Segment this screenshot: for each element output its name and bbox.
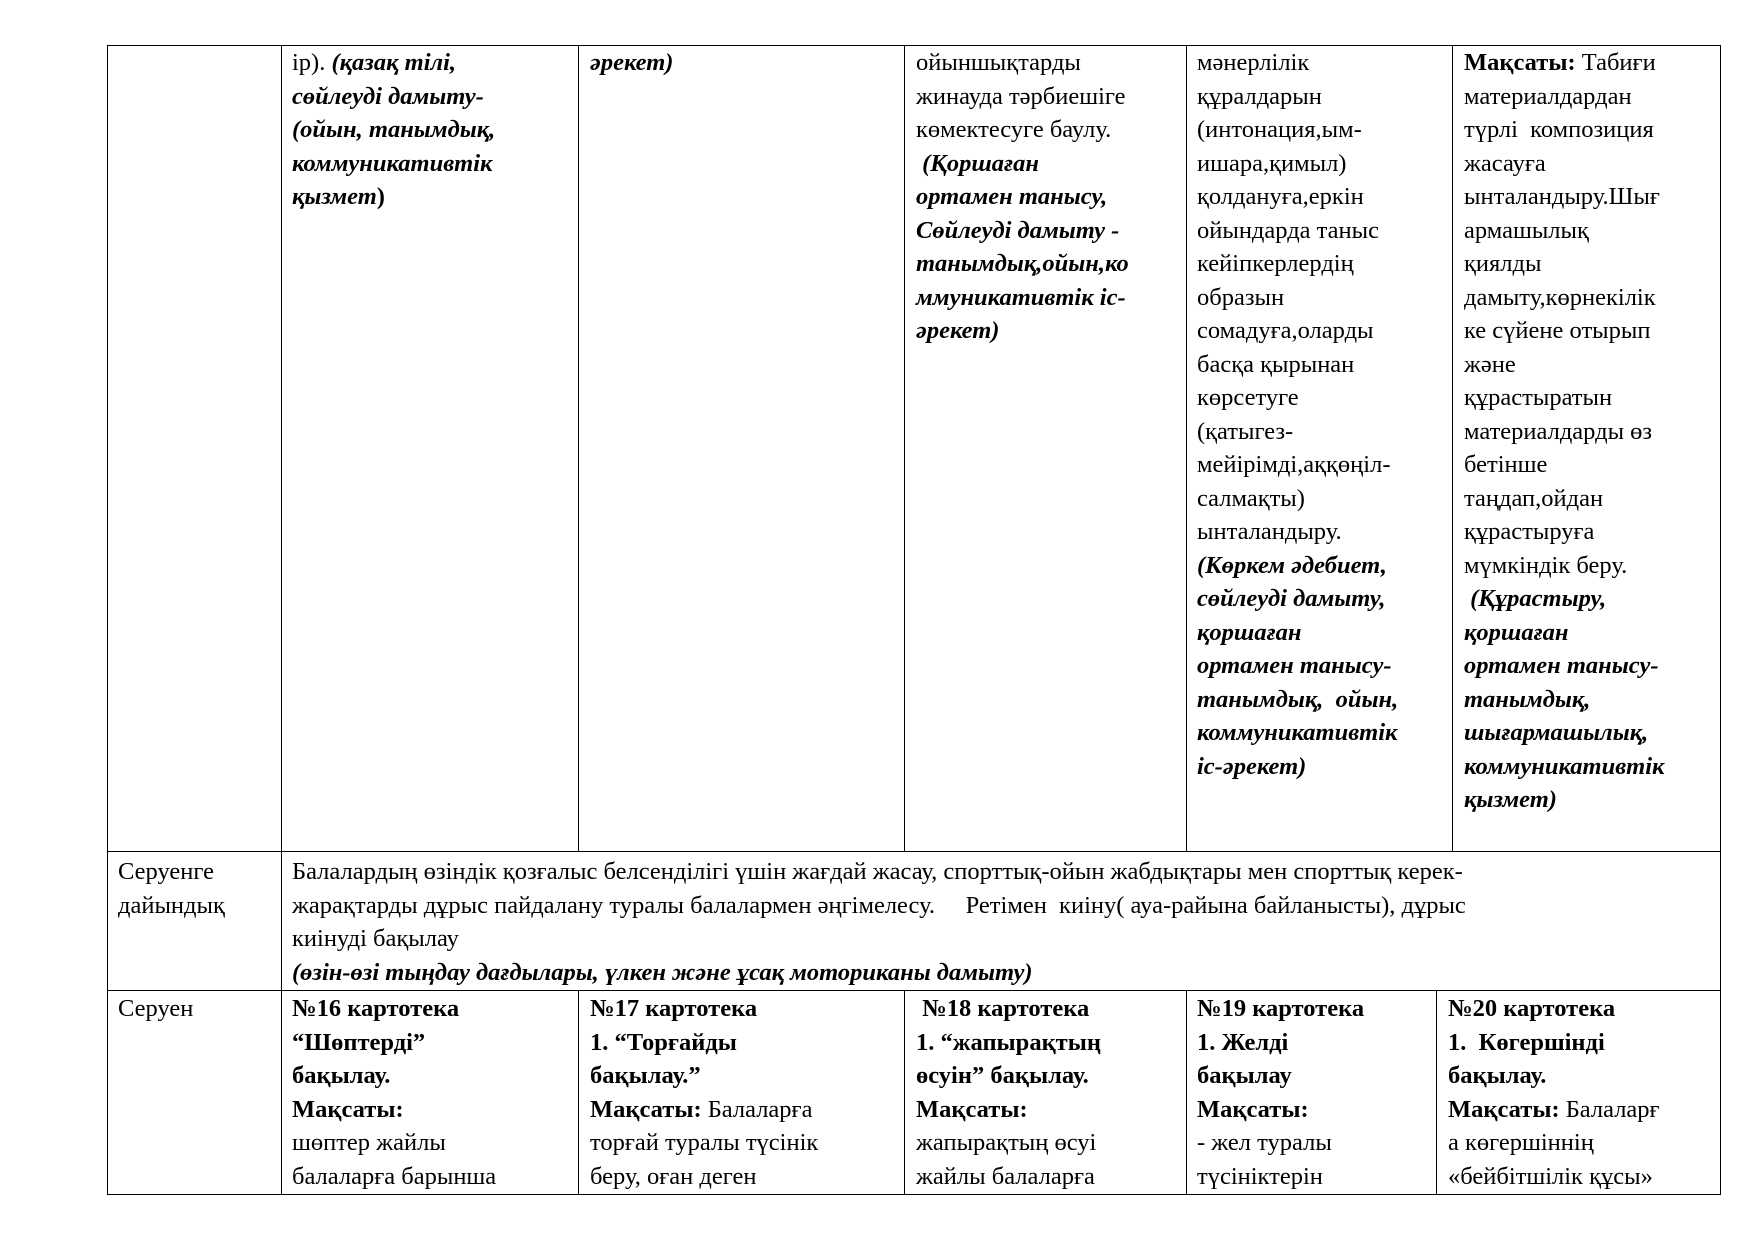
text-run: ойыншықтарды [916,49,1081,76]
text-line [1464,482,1664,516]
col-divider-5-row3 [1436,990,1437,1195]
text-line [1197,716,1398,750]
col-divider-4-row1 [1186,45,1187,851]
text-line [1464,180,1664,214]
text-run: көрсетуге [1197,384,1299,411]
text-line [1464,381,1664,415]
row3-col2-cell [292,992,496,1193]
text-run: жапырақтың өсуі [916,1129,1097,1156]
table-border-bottom [107,1194,1721,1195]
text-run: ке сүйене отырып [1464,317,1651,344]
text-run: армашылық [1464,216,1589,244]
text-run: ортамен танысу- [1197,652,1392,679]
text-run: Мақсаты: [292,1095,404,1123]
text-run: мүмкіндік беру. [1464,551,1628,579]
text-line [1464,616,1664,650]
text-run: 1. Желді [1197,1028,1289,1056]
text-run: басқа қырынан [1197,350,1355,378]
text-run: ынталандыру.Шығ [1464,183,1660,210]
text-run: №19 картотека [1197,995,1365,1022]
row3-col6-cell [1448,992,1660,1193]
text-run: әрекет) [916,317,1000,344]
text-line [292,922,1466,956]
text-line [916,992,1101,1026]
text-line [916,80,1129,114]
text-run: №18 картотека [916,995,1090,1022]
text-run: №20 картотека [1448,995,1616,1022]
text-run: танымдық,ойын,ко [916,250,1129,277]
text-run: ортамен танысу, [916,183,1108,210]
text-run: бақылау [1197,1062,1292,1089]
text-line [1197,515,1398,549]
text-run: мейірімді,аққөңіл- [1197,451,1391,478]
text-run: Мақсаты: [590,1095,708,1123]
text-line [1464,582,1664,616]
text-line [916,1126,1101,1160]
text-line [1464,415,1664,449]
text-run: Балалардың өзіндік қозғалыс белсенділігі үшін жағдай жасау, спорттық-ойын жабдықтары мен спорттық керек- [292,858,1463,885]
text-line [1197,1093,1364,1127]
row-divider-1 [107,851,1721,852]
row3-label-cell [118,992,193,1026]
text-run: (қазақ тілі, [331,49,457,76]
text-run: №17 картотека [590,995,758,1022]
text-line [1197,649,1398,683]
text-line [1448,1093,1660,1127]
text-line [1464,783,1664,817]
text-line [1197,482,1398,516]
text-line [1464,80,1664,114]
text-run: құралдарын [1197,82,1322,110]
col-divider-2-row1 [578,45,579,851]
text-line [1197,582,1398,616]
text-run: Табиғи [1581,49,1656,76]
row2-label-cell [118,855,225,922]
text-run: қиялды [1464,250,1542,277]
text-line [292,1026,496,1060]
text-line [1464,314,1664,348]
col-divider-3-row1 [904,45,905,851]
table-border-left [107,45,108,1195]
text-run: ишара,қимыл) [1197,149,1347,177]
text-line [1197,1126,1364,1160]
text-run: балаларға барынша [292,1162,497,1190]
text-line [292,992,496,1026]
text-run: сөйлеуді дамыту- [292,82,484,110]
text-line [292,1093,496,1127]
text-run: коммуникативтік [1197,719,1398,746]
text-run: (өзін-өзі тыңдау дағдылары, үлкен және ұсақ моториканы дамыту) [292,958,1033,986]
text-line [590,1026,818,1060]
text-line [1197,448,1398,482]
text-line [1464,247,1664,281]
text-line [590,46,673,80]
text-run: материалдарды өз [1464,417,1653,445]
text-run: (ойын, танымдық, [292,116,496,143]
text-line [1448,992,1660,1026]
text-line [118,855,225,889]
row3-col5-cell [1197,992,1364,1193]
text-line [1464,113,1664,147]
text-run: шығармашылық, [1464,719,1649,746]
text-line [292,80,495,114]
row1-col5-cell [1197,46,1398,783]
text-line [292,1059,496,1093]
text-run: іс-әрекет) [1197,752,1307,780]
text-run: ммуникативтік іс- [916,283,1126,311]
text-line [590,992,818,1026]
text-line [1448,1059,1660,1093]
text-line [916,46,1129,80]
col-divider-2-row3 [578,990,579,1195]
text-run: ортамен танысу- [1464,652,1659,679]
text-line [590,1059,818,1093]
text-run: Мақсаты: [1464,49,1582,76]
text-line [1197,314,1398,348]
text-run: бақылау.” [590,1062,701,1089]
text-line [1464,214,1664,248]
text-run: құрастыратын [1464,384,1613,411]
text-run: дамыту,көрнекілік [1464,283,1656,311]
text-run: (интонация,ым- [1197,116,1362,143]
text-run: шөптер жайлы [292,1129,446,1156]
text-line [292,889,1466,923]
text-line [1197,750,1398,784]
text-line [1197,683,1398,717]
text-line [916,281,1129,315]
text-run: дайындық [118,891,225,919]
text-run: коммуникативтік [292,149,493,177]
text-line [1448,1126,1660,1160]
text-run: өсуін” бақылау. [916,1062,1089,1089]
text-line [1197,281,1398,315]
text-line [1464,281,1664,315]
text-run: - жел туралы [1197,1129,1332,1156]
text-line [916,1093,1101,1127]
row-divider-2 [107,990,1721,991]
row3-col4-cell [916,992,1101,1193]
col-divider-5-row1 [1452,45,1453,851]
text-line [1464,649,1664,683]
text-run: (Көркем әдебиет, [1197,551,1387,579]
text-line [292,46,495,80]
text-run: 1. “жапырақтың [916,1028,1101,1056]
text-run: Мақсаты: [1448,1095,1566,1123]
text-line [292,956,1466,990]
text-run: мәнерлілік [1197,49,1310,76]
text-run: (Құрастыру, [1464,585,1607,612]
row1-col3-cell [590,46,673,80]
text-line [1197,113,1398,147]
text-run: 1. “Торғайды [590,1028,737,1056]
text-run: материалдардан [1464,82,1632,110]
text-line [1448,1026,1660,1060]
row1-col2-cell [292,46,495,214]
text-run: образын [1197,283,1285,311]
row1-col4-cell [916,46,1129,348]
text-line [1197,180,1398,214]
text-run: ынталандыру. [1197,518,1342,545]
text-line [292,855,1466,889]
text-run: жайлы балаларға [916,1162,1095,1190]
text-line [590,1093,818,1127]
text-line [916,147,1129,181]
text-run: а көгершіннің [1448,1129,1594,1156]
text-line [1464,448,1664,482]
text-line [118,889,225,923]
text-run: №16 картотека [292,995,460,1022]
text-line [1197,381,1398,415]
text-run: және [1464,350,1516,378]
text-line [916,214,1129,248]
text-run: киінуді бақылау [292,925,459,952]
text-run: (қатыгез- [1197,417,1294,445]
text-line [1464,515,1664,549]
text-line [292,113,495,147]
table-border-right [1720,45,1721,1195]
text-line [1197,616,1398,650]
text-run: құрастыруға [1464,518,1595,545]
text-line [1464,46,1664,80]
text-line [916,1026,1101,1060]
text-run: жинауда тәрбиешіге [916,82,1126,110]
text-run: әрекет) [590,49,674,76]
text-line [590,1126,818,1160]
text-run: салмақты) [1197,484,1305,512]
text-run: көмектесуге баулу. [916,116,1112,143]
text-run: қоршаған [1197,618,1302,646]
text-run: Серуенге [118,858,214,885]
text-line [292,147,495,181]
text-line [590,1160,818,1194]
text-run: қызмет [292,183,377,210]
row3-col3-cell [590,992,818,1193]
text-line [1197,415,1398,449]
col-divider-3-row3 [904,990,905,1195]
text-line [1197,1160,1364,1194]
text-run: торғай туралы түсінік [590,1129,819,1156]
text-run: Серуен [118,995,194,1022]
row1-col6-cell [1464,46,1664,817]
text-line [292,1160,496,1194]
text-run: Мақсаты: [1197,1095,1309,1123]
text-run: ір). [292,49,332,76]
text-run: коммуникативтік [1464,752,1665,780]
text-line [1464,683,1664,717]
text-run: Сөйлеуді дамыту - [916,216,1120,244]
text-line [1464,348,1664,382]
text-run: бақылау. [1448,1062,1547,1089]
text-run: кейіпкерлердің [1197,250,1354,277]
text-run: Мақсаты: [916,1095,1028,1123]
text-run: жасауға [1464,149,1546,177]
text-run: бақылау. [292,1062,391,1089]
text-run: қоршаған [1464,618,1569,646]
text-run: түсініктерін [1197,1162,1323,1190]
text-line [916,247,1129,281]
text-line [1197,214,1398,248]
text-run: қолдануға,еркін [1197,183,1364,210]
text-line [916,1059,1101,1093]
text-line [1464,147,1664,181]
text-line [1197,1059,1364,1093]
row2-content-cell [292,855,1466,989]
text-line [1197,46,1398,80]
text-run: “Шөптерді” [292,1028,426,1056]
text-line [292,1126,496,1160]
col-divider-4-row3 [1186,990,1187,1195]
text-run: бетінше [1464,451,1548,478]
col-divider-1 [281,45,282,1195]
text-line [292,180,495,214]
text-line [1197,992,1364,1026]
text-line [916,1160,1101,1194]
text-run: танымдық, [1464,685,1591,713]
text-line [916,314,1129,348]
text-run: Балаларға [707,1095,813,1123]
text-run: қызмет) [1464,786,1557,813]
text-line [1464,549,1664,583]
text-line [916,180,1129,214]
text-run: сомадуға,оларды [1197,317,1374,344]
text-line [1197,549,1398,583]
text-line [916,113,1129,147]
text-line [1197,247,1398,281]
text-line [1448,1160,1660,1194]
text-run: ) [376,183,385,210]
text-line [1464,716,1664,750]
text-run: ойындарда таныс [1197,216,1379,244]
text-run: «бейбітшілік құсы» [1448,1162,1653,1190]
text-line [1197,1026,1364,1060]
text-run: жарақтарды дұрыс пайдалану туралы балалармен әңгімелесу. Ретімен киіну( ауа-райына байланысты), дұрыс [292,891,1466,919]
text-run: (Қоршаған [916,149,1039,177]
text-run: 1. Көгершінді [1448,1028,1605,1056]
text-line [118,992,193,1026]
text-line [1197,147,1398,181]
text-line [1197,348,1398,382]
text-run: сөйлеуді дамыту, [1197,585,1386,612]
text-run: таңдап,ойдан [1464,484,1604,512]
text-run: Балаларғ [1565,1095,1660,1123]
text-line [1197,80,1398,114]
text-line [1464,750,1664,784]
text-run: беру, оған деген [590,1162,757,1190]
text-run: түрлі композиция [1464,116,1654,143]
text-run: танымдық, ойын, [1197,685,1399,713]
